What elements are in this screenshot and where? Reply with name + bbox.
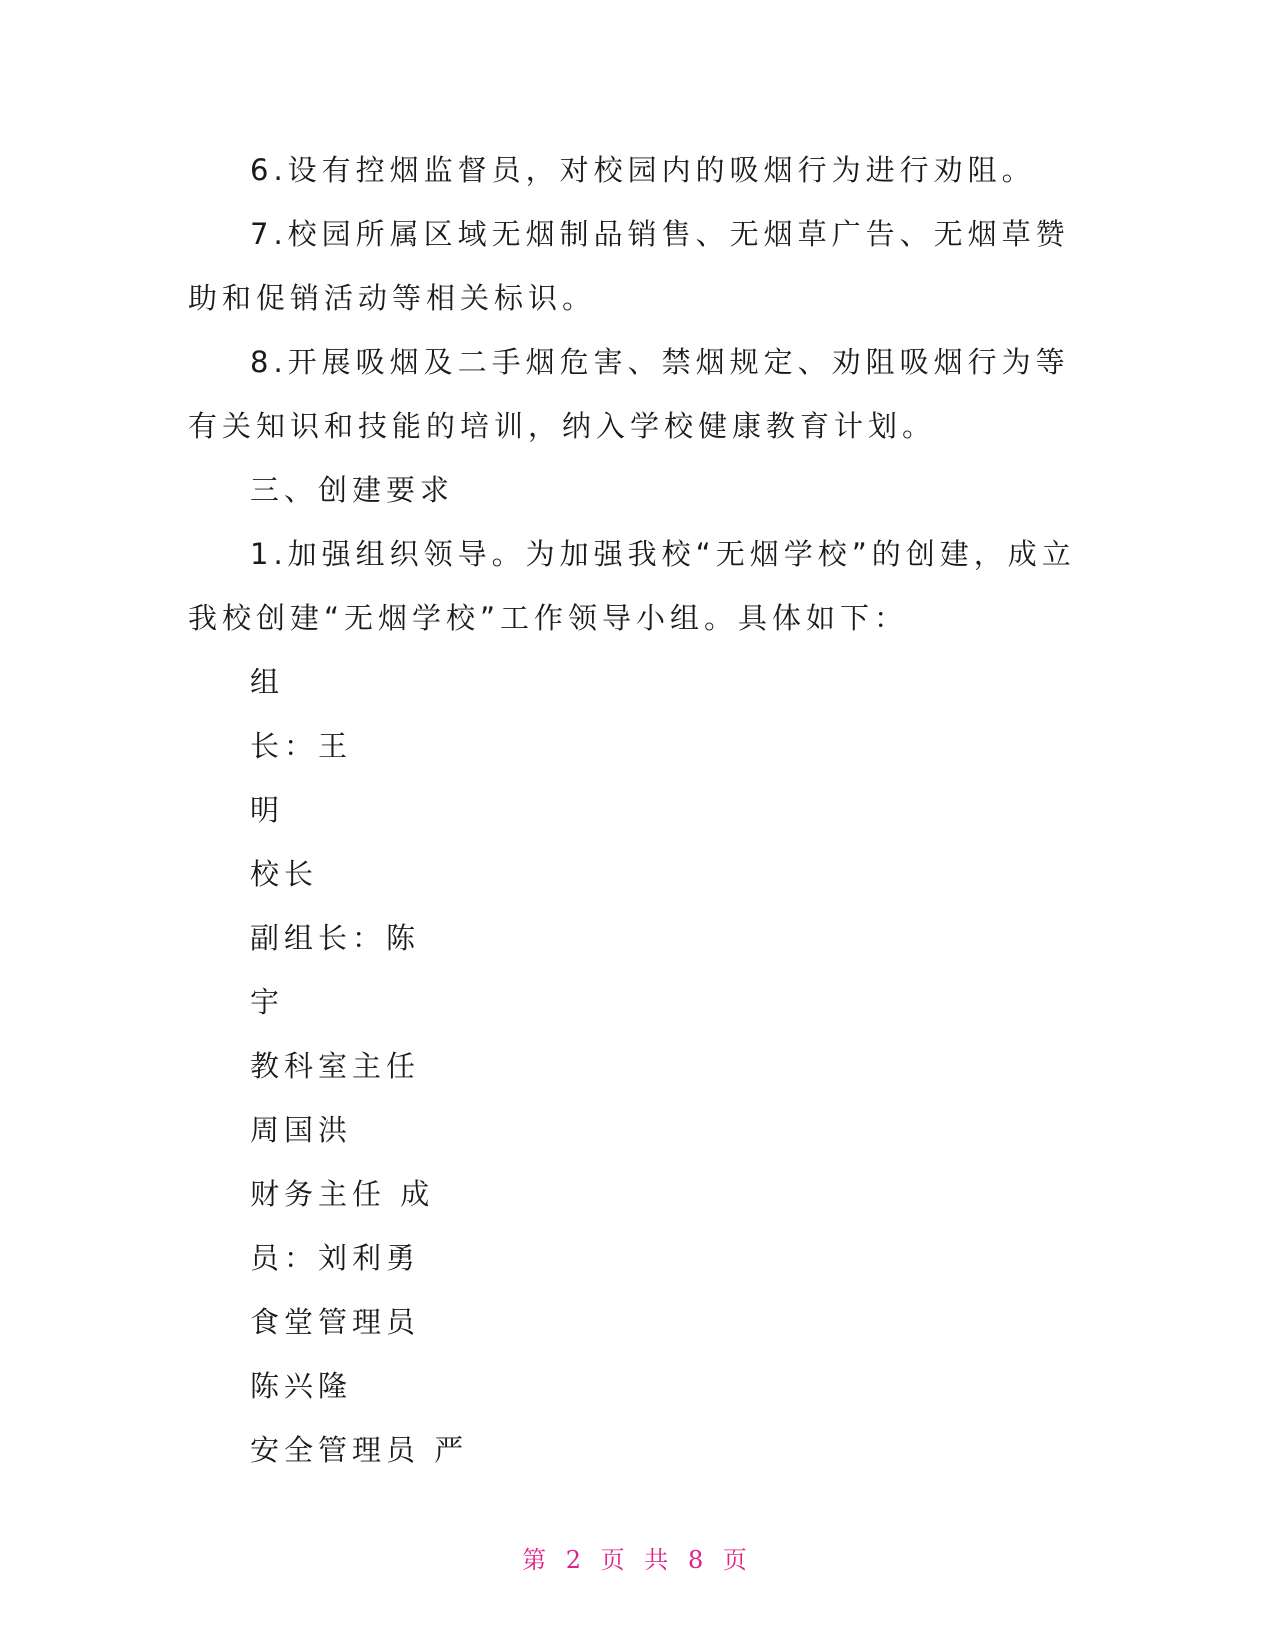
- list-line: 陈兴隆: [250, 1369, 353, 1403]
- list-line: 周国洪: [250, 1113, 353, 1147]
- list-line: 长：王: [250, 729, 353, 763]
- list-line: 宇: [250, 985, 285, 1019]
- list-line: 食堂管理员: [250, 1305, 421, 1339]
- list-line: 副组长：陈: [250, 921, 421, 955]
- paragraph-item-6: 6.设有控烟监督员，对校园内的吸烟行为进行劝阻。: [250, 153, 1036, 187]
- page-number-footer: 第 2 页 共 8 页: [522, 1546, 753, 1574]
- list-line: 教科室主任: [250, 1049, 421, 1083]
- section-heading: 三、创建要求: [250, 473, 455, 507]
- list-line: 组: [250, 665, 285, 699]
- list-line: 明: [250, 793, 285, 827]
- paragraph-item-8: 8.开展吸烟及二手烟危害、禁烟规定、劝阻吸烟行为等有关知识和技能的培训，纳入学校健康教育计划。: [188, 345, 1070, 443]
- list-line: 员：刘利勇: [250, 1241, 421, 1275]
- list-line: 财务主任 成: [250, 1177, 435, 1211]
- paragraph-requirement-1: 1.加强组织领导。为加强我校“无烟学校”的创建，成立我校创建“无烟学校”工作领导小组。具体如下：: [188, 537, 1076, 635]
- paragraph-item-7: 7.校园所属区域无烟制品销售、无烟草广告、无烟草赞助和促销活动等相关标识。: [188, 217, 1070, 315]
- document-body: [188, 138, 1088, 1482]
- list-line: 安全管理员 严: [250, 1433, 469, 1467]
- list-line: 校长: [250, 857, 319, 891]
